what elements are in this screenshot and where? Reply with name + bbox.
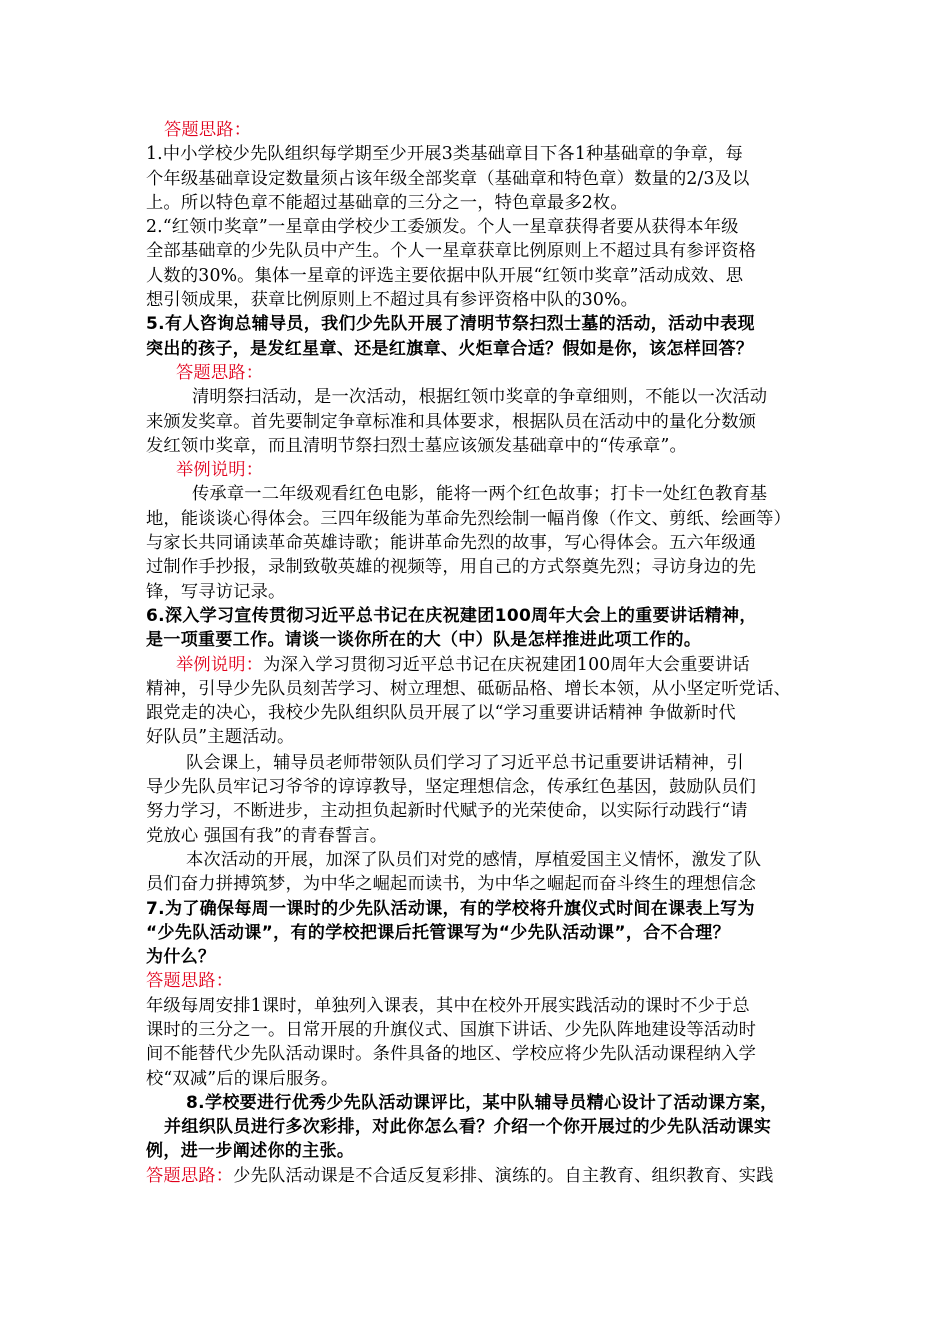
q4-answer-line: 2.“红领巾奖章”一星章由学校少工委颁发。个人一星章获得者要从获得本年级 (146, 217, 739, 238)
q6-question-line: 6.深入学习宣传贯彻习近平总书记在庆祝建团100周年大会上的重要讲话精神， (146, 605, 757, 626)
q8-question-line: 8.学校要进行优秀少先队活动课评比，某中队辅导员精心设计了活动课方案， (186, 1092, 778, 1113)
q5-example-heading: 举例说明： (176, 460, 264, 481)
q6-para1-line: 精神，引导少先队员刻苦学习、树立理想、砥砺品格、增长本领，从小坚定听党话、 (146, 678, 791, 699)
q6-para1-line: 好队员”主题活动。 (146, 727, 295, 748)
q8-question-line: 例，进一步阐述你的主张。 (146, 1141, 355, 1162)
q6-para2-line: 党放心 强国有我”的青春誓言。 (146, 825, 388, 846)
q8-question-line: 并组织队员进行多次彩排，对此你怎么看？介绍一个你开展过的少先队活动课实 (164, 1117, 772, 1138)
q4-answer-line: 上。所以特色章不能超过基础章的三分之一，特色章最多2枚。 (146, 192, 628, 213)
q5-answer-line: 清明祭扫活动，是一次活动，根据红领巾奖章的争章细则，不能以一次活动 (192, 387, 768, 408)
q5-answer-line: 来颁发奖章。首先要制定争章标准和具体要求，根据队员在活动中的量化分数颁 (146, 411, 757, 432)
q5-answer-line: 发红领巾奖章，而且清明节祭扫烈士墓应该颁发基础章中的“传承章”。 (146, 435, 687, 456)
q4-answer-line: 想引领成果，获章比例原则上不超过具有参评资格中队的30%。 (146, 290, 639, 311)
q7-answer-line: 课时的三分之一。日常开展的升旗仪式、国旗下讲话、少先队阵地建设等活动时 (146, 1019, 757, 1040)
q4-answer-line: 全部基础章的少先队员中产生。个人一星章获章比例原则上不超过具有参评资格 (146, 241, 757, 262)
q4-answer-line: 人数的30%。集体一星章的评选主要依据中队开展“红领巾奖章”活动成效、思 (146, 265, 744, 286)
q8-answer-heading: 答题思路： (146, 1165, 234, 1186)
q8-answer-first-line (146, 1164, 810, 1188)
q6-para3-line: 员们奋力拼搏筑梦，为中华之崛起而读书，为中华之崛起而奋斗终生的理想信念 (146, 874, 757, 895)
q6-para3-line: 本次活动的开展，加深了队员们对党的感情，厚植爱国主义情怀，激发了队 (186, 849, 762, 870)
q7-question-line: 7.为了确保每周一课时的少先队活动课，有的学校将升旗仪式时间在课表上写为 (146, 898, 755, 919)
q6-question-line: 是一项重要工作。请谈一谈你所在的大（中）队是怎样推进此项工作的。 (146, 630, 702, 651)
q5-example-line: 过制作手抄报，录制致敬英雄的视频等，用自己的方式祭奠先烈；寻访身边的先 (146, 557, 757, 578)
q7-answer-heading: 答题思路： (146, 971, 234, 992)
q5-example-line: 锋，写寻访记录。 (146, 581, 286, 602)
q7-question-line: “少先队活动课”，有的学校把课后托管课写为“少先队活动课”，合不合理？ (146, 922, 730, 943)
q6-example-first-line (146, 653, 810, 677)
q7-answer-line: 校“双减”后的课后服务。 (146, 1068, 339, 1089)
q4-answer-line: 个年级基础章设定数量须占该年级全部奖章（基础章和特色章）数量的2/3及以 (146, 168, 750, 189)
q7-answer-line: 间不能替代少先队活动课时。条件具备的地区、学校应将少先队活动课程纳入学 (146, 1044, 757, 1065)
q6-para2-line: 导少先队员牢记习爷爷的谆谆教导，坚定理想信念，传承红色基因，鼓励队员们 (146, 777, 757, 798)
q6-para2-line: 队会课上，辅导员老师带领队员们学习了习近平总书记重要讲话精神，引 (186, 752, 744, 773)
q5-answer-heading: 答题思路： (176, 362, 264, 383)
q5-example-line: 传承章一二年级观看红色电影，能将一两个红色故事；打卡一处红色教育基 (192, 484, 768, 505)
q4-answer-line: 1.中小学校少先队组织每学期至少开展3类基础章目下各1种基础章的争章，每 (146, 144, 743, 165)
q6-para2-line: 努力学习，不断进步，主动担负起新时代赋予的光荣使命，以实际行动践行“请 (146, 801, 748, 822)
q6-para1-line: 跟党走的决心，我校少先队组织队员开展了以“学习重要讲话精神 争做新时代 (146, 703, 736, 724)
q7-answer-line: 年级每周安排1课时，单独列入课表，其中在校外开展实践活动的课时不少于总 (146, 995, 750, 1016)
q5-example-line: 与家长共同诵读革命英雄诗歌；能讲革命先烈的故事，写心得体会。五六年级通 (146, 533, 757, 554)
q4-answer-heading: 答题思路： (164, 120, 252, 140)
q5-example-line: 地，能谈谈心得体会。三四年级能为革命先烈绘制一幅肖像（作文、剪纸、绘画等） (146, 508, 791, 529)
q5-question-line: 5.有人咨询总辅导员，我们少先队开展了清明节祭扫烈士墓的活动，活动中表现 (146, 314, 755, 335)
q5-question-line: 突出的孩子，是发红星章、还是红旗章、火炬章合适？假如是你，该怎样回答？ (146, 338, 754, 359)
q6-example-text: 为深入学习贯彻习近平总书记在庆祝建团100周年大会重要讲话 (263, 654, 750, 675)
q6-example-heading: 举例说明： (176, 654, 264, 675)
document-page (146, 118, 810, 1188)
q7-question-line: 为什么？ (146, 947, 216, 968)
q8-answer-text: 少先队活动课是不合适反复彩排、演练的。自主教育、组织教育、实践 (233, 1165, 774, 1186)
